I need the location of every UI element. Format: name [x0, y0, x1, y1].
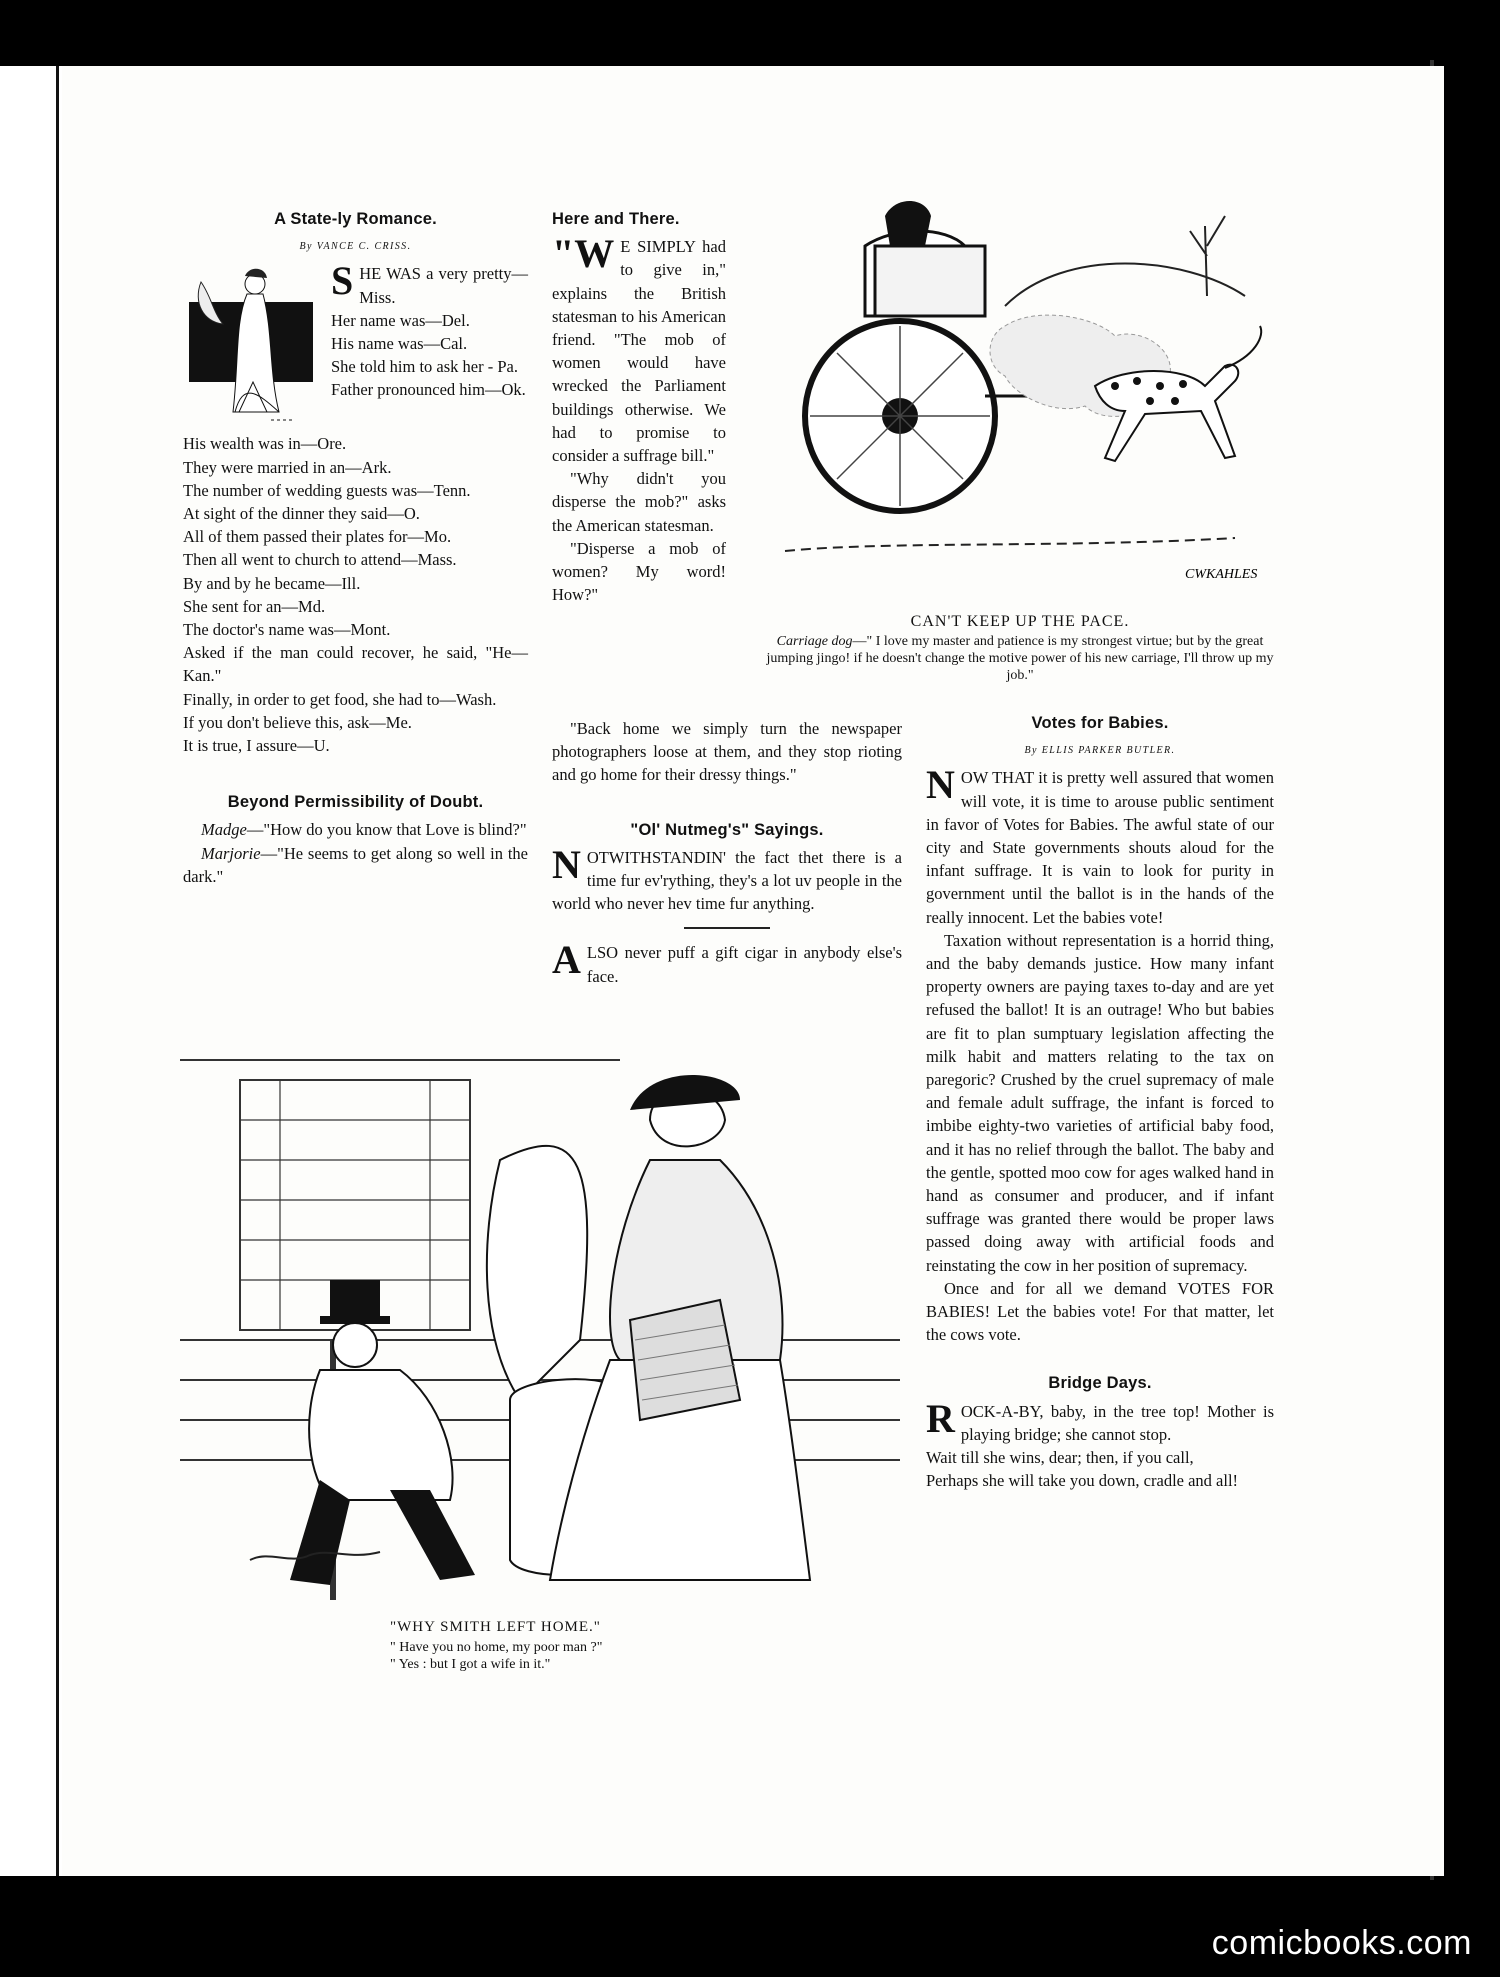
left-page-edge: [0, 66, 62, 1876]
stately-line: Father pronounced him—Ok.: [331, 380, 526, 400]
carriage-dog-illustration: [765, 186, 1275, 596]
votes-p1: NOW THAT it is pretty well assured that women will vote, it is time to arouse public sentiment in favor of Votes for Babies. The awful state of our city and State governments shouts aloud for the infant suffrage. It is vain to look for purity in government until the ballot is in the hands of the really innocent. Let the babies vote!: [926, 762, 1274, 927]
here-dropcap: "W: [552, 231, 615, 277]
site-watermark: comicbooks.com: [1211, 1924, 1472, 1962]
stately-line: They were married in an—Ark.: [183, 457, 392, 477]
here-continued: [552, 717, 902, 988]
votes-p2: Taxation without representation is a horrid thing, and the baby demands justice. How many infant property owners are paying taxes to-day and are yet refused the ballot! It is an outrage! Who but babies are fit to plan sumptuary legislation affecting the milk habit and matters relating to the tax on paregoric? Crushed by the cruel supremacy of male and female adult suffrage, the infant is forced to imbibe eighty-two varieties of artificial baby food, and it has no relief through the ballot. The baby and the gentle, spotted moo cow for ages walked hand in hand as consumer and producer, and if infant suffrage was granted there would be proper laws passed doing away with artificial foods and reinstating the cow in her position of supremacy.: [926, 930, 1274, 1275]
stately-byline: By VANCE C. CRISS.: [299, 241, 412, 253]
stately-line: The number of wedding guests was—Tenn.: [183, 480, 471, 500]
bridge-dropcap: R: [926, 1395, 955, 1441]
stately-line: His wealth was in—Ore.: [183, 434, 347, 454]
stately-line: Finally, in order to get food, she had to—Wash.: [183, 689, 497, 709]
nutmeg-p1: NOTWITHSTANDIN' the fact thet there is a time fur ev'rything, they's a lot uv people in the world who never hev time fur anything.: [552, 841, 902, 914]
bridge-title: Bridge Days.: [1048, 1374, 1152, 1393]
stately-line-1: SHE WAS a very pretty—Miss.: [331, 258, 528, 307]
pace-caption: CAN'T KEEP UP THE PACE.: [910, 613, 1130, 630]
nutmeg-dropcap-a: A: [552, 937, 581, 983]
stately-line: She told him to ask her - Pa.: [331, 357, 518, 377]
pace-caption-block: [760, 604, 1280, 684]
stately-line: Asked if the man could recover, he said, "He—Kan.": [183, 643, 528, 686]
votes-p3: Once and for all we demand VOTES FOR BABIES! Let the babies vote! For that matter, let the cows vote.: [926, 1278, 1274, 1345]
bridge-l1: ROCK-A-BY, baby, in the tree top! Mother is playing bridge; she cannot stop.: [926, 1395, 1274, 1444]
votes-for-babies-article: [926, 712, 1274, 1493]
here-p4: "Back home we simply turn the newspaper photographers loose at them, and they stop rioting and go home for their dressy things.": [552, 719, 902, 785]
stately-line: It is true, I assure—U.: [183, 736, 330, 756]
votes-byline: By ELLIS PARKER BUTLER.: [1024, 745, 1176, 757]
here-p1: "W E SIMPLY had to give in," explains the British statesman to his American friend. "The mob of women would have wrecked the Parliament buildings otherwise. We had to promise to consider a suffrage bill.": [552, 231, 726, 466]
stately-title: A State-ly Romance.: [274, 210, 437, 228]
smith-illustration: [180, 1040, 900, 1610]
here-p3: "Disperse a mob of women? My word! How?": [552, 538, 726, 605]
pace-signature: CWKAHLES: [1185, 567, 1258, 582]
stately-line: If you don't believe this, ask—Me.: [183, 712, 412, 732]
stately-line: She sent for an—Md.: [183, 596, 326, 616]
stately-line: At sight of the dinner they said—O.: [183, 504, 420, 524]
votes-dropcap: N: [926, 762, 955, 808]
smith-question: " Have you no home, my poor man ?": [390, 1640, 603, 1656]
stately-line: All of them passed their plates for—Mo.: [183, 527, 452, 547]
smith-caption-block: [390, 1610, 690, 1673]
here-p2: "Why didn't you disperse the mob?" asks the American statesman.: [552, 469, 726, 535]
cupid-illustration: [183, 262, 323, 432]
smith-caption: "WHY SMITH LEFT HOME.": [390, 1619, 601, 1635]
stately-dropcap: S: [331, 258, 354, 304]
stately-line: By and by he became—Ill.: [183, 573, 361, 593]
stately-line: His name was—Cal.: [331, 334, 468, 354]
here-and-there-article: [552, 208, 726, 606]
nutmeg-dropcap-n: N: [552, 841, 581, 887]
nutmeg-separator: [684, 927, 770, 929]
stately-line: Then all went to church to attend—Mass.: [183, 550, 457, 570]
nutmeg-p2: ALSO never puff a gift cigar in anybody else's face.: [552, 937, 902, 986]
beyond-title: Beyond Permissibility of Doubt.: [227, 793, 484, 812]
stately-line: Her name was—Del.: [331, 310, 470, 330]
beyond-p2: Marjorie—"He seems to get along so well in the dark.": [183, 843, 528, 886]
smith-answer: " Yes : but I got a wife in it.": [390, 1657, 551, 1673]
votes-title: Votes for Babies.: [1031, 714, 1169, 732]
bridge-l3: Perhaps she will take you down, cradle and all!: [926, 1471, 1239, 1491]
nutmeg-title: "Ol' Nutmeg's" Sayings.: [630, 820, 824, 839]
beyond-p1: Madge—"How do you know that Love is blind?": [201, 820, 527, 840]
pace-quote: Carriage dog—" I love my master and patience is my strongest virtue; but by the great jumping jingo! if he doesn't change the motive power of his new carriage, I'll throw up my job.": [766, 634, 1274, 684]
here-title: Here and There.: [552, 210, 680, 228]
stately-line: The doctor's name was—Mont.: [183, 620, 391, 640]
bridge-l2: Wait till she wins, dear; then, if you call,: [926, 1448, 1194, 1468]
stately-romance-article: [183, 208, 528, 888]
